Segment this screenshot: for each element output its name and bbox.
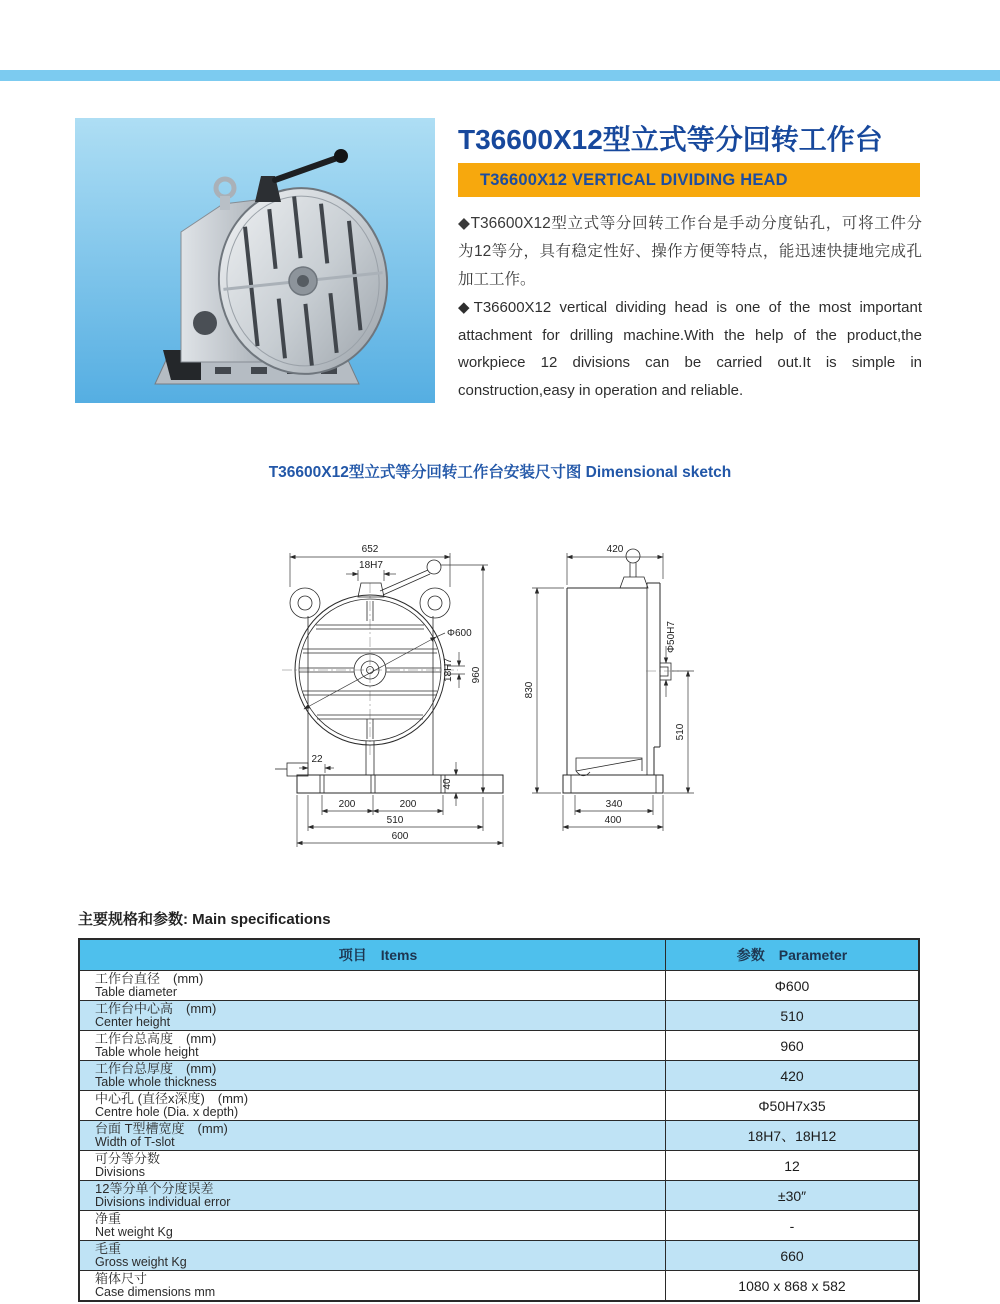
spec-name-cn: 12等分单个分度误差	[95, 1181, 214, 1196]
dim-50h7: Φ50H7	[666, 621, 677, 653]
spec-value: -	[666, 1211, 920, 1241]
dim-40: 40	[442, 778, 453, 790]
table-row	[79, 1031, 919, 1061]
spec-name-en: Table diameter	[95, 984, 177, 999]
spec-name-cn: 可分等分数	[95, 1151, 161, 1166]
dimensional-sketch	[270, 525, 710, 855]
spec-value: Φ50H7x35	[666, 1091, 920, 1121]
front-view	[275, 560, 503, 793]
dim-340: 340	[605, 799, 623, 810]
column-header-items: 项目 Items	[79, 939, 666, 971]
product-photo	[75, 118, 435, 403]
dim-830: 830	[524, 681, 535, 699]
dim-420: 420	[606, 544, 624, 555]
spec-name-cn: 工作台总高度 (mm)	[95, 1031, 217, 1046]
table-row	[79, 1151, 919, 1181]
spec-value: 420	[666, 1061, 920, 1091]
spec-value: 510	[666, 1001, 920, 1031]
dim-600: 600	[391, 831, 409, 842]
spec-name-en: Divisions	[95, 1164, 146, 1179]
spec-value: 18H7、18H12	[666, 1121, 920, 1151]
spec-name-cn: 台面 T型槽宽度 (mm)	[95, 1121, 228, 1136]
table-row	[79, 1061, 919, 1091]
spec-name-cn: 工作台中心高 (mm)	[95, 1001, 217, 1016]
spec-name-en: Centre hole (Dia. x depth)	[95, 1104, 239, 1119]
centre-hole-boss	[660, 663, 671, 680]
spec-name-en: Gross weight Kg	[95, 1254, 187, 1269]
dim-18h7-side: 18H7	[443, 658, 454, 682]
spec-name-cn: 工作台总厚度 (mm)	[95, 1061, 217, 1076]
spec-value: 1080 x 868 x 582	[666, 1271, 920, 1302]
spec-name-en: Divisions individual error	[95, 1194, 231, 1209]
top-accent-bar	[0, 70, 1000, 81]
table-row	[79, 1121, 919, 1151]
spec-value: Φ600	[666, 971, 920, 1001]
spec-name-cn: 中心孔 (直径x深度) (mm)	[95, 1091, 249, 1106]
table-row	[79, 1181, 919, 1211]
dim-200-right: 200	[399, 799, 417, 810]
front-base	[297, 775, 503, 793]
dim-510-front: 510	[386, 815, 404, 826]
dim-dia600: Φ600	[447, 628, 472, 639]
table-row	[79, 1211, 919, 1241]
right-lug	[420, 588, 450, 618]
dim-200-left: 200	[338, 799, 356, 810]
left-lug	[290, 588, 320, 618]
specs-heading: 主要规格和参数: Main specifications	[78, 911, 331, 928]
side-crank	[576, 758, 642, 776]
dim-22: 22	[311, 754, 323, 765]
description-en: ◆T36600X12 vertical dividing head is one of the most important attachment for drilling machine.With the help of the product,the workpiece 12 divisions can be carried out.It is simple in construction,easy in operation and reliable.	[458, 299, 922, 399]
spec-name-en: Net weight Kg	[95, 1224, 173, 1239]
table-row	[79, 1271, 919, 1302]
spec-value: 960	[666, 1031, 920, 1061]
dim-510-side: 510	[675, 723, 686, 741]
spec-name-cn: 净重	[95, 1211, 122, 1226]
front-handle	[380, 560, 441, 595]
spec-value: ±30″	[666, 1181, 920, 1211]
spec-name-cn: 箱体尺寸	[95, 1271, 148, 1286]
description-cn: ◆T36600X12型立式等分回转工作台是手动分度钻孔，可将工件分为12等分，具有稳定性好、操作方便等特点，能迅速快捷地完成孔加工工作。	[458, 215, 922, 288]
dim-960: 960	[471, 666, 482, 684]
spec-name-en: Width of T-slot	[95, 1134, 175, 1149]
dim-400: 400	[604, 815, 622, 826]
spec-value: 12	[666, 1151, 920, 1181]
table-header-row	[79, 939, 919, 971]
table-row	[79, 1001, 919, 1031]
dim-18h7-top: 18H7	[359, 560, 383, 571]
dim-652: 652	[361, 544, 379, 555]
spec-name-en: Center height	[95, 1014, 171, 1029]
page-title: T36600X12型立式等分回转工作台	[458, 124, 883, 155]
spec-name-cn: 毛重	[95, 1241, 122, 1256]
front-dimensions	[290, 544, 503, 847]
spec-name-cn: 工作台直径 (mm)	[95, 971, 204, 986]
side-base	[563, 775, 663, 793]
column-header-parameter: 参数 Parameter	[666, 939, 920, 971]
specs-table	[78, 938, 920, 1302]
spec-value: 660	[666, 1241, 920, 1271]
table-row	[79, 1091, 919, 1121]
subtitle-text: T36600X12 VERTICAL DIVIDING HEAD	[480, 171, 788, 189]
side-handle	[620, 549, 648, 588]
subtitle-banner	[458, 163, 920, 197]
spec-name-en: Table whole thickness	[95, 1074, 217, 1089]
side-view	[563, 549, 682, 793]
table-row	[79, 971, 919, 1001]
table-row	[79, 1241, 919, 1271]
spec-name-en: Table whole height	[95, 1044, 199, 1059]
spec-name-en: Case dimensions mm	[95, 1284, 216, 1299]
sketch-title: T36600X12型立式等分回转工作台安装尺寸图 Dimensional sketch	[268, 464, 732, 481]
side-dimensions	[524, 544, 694, 831]
